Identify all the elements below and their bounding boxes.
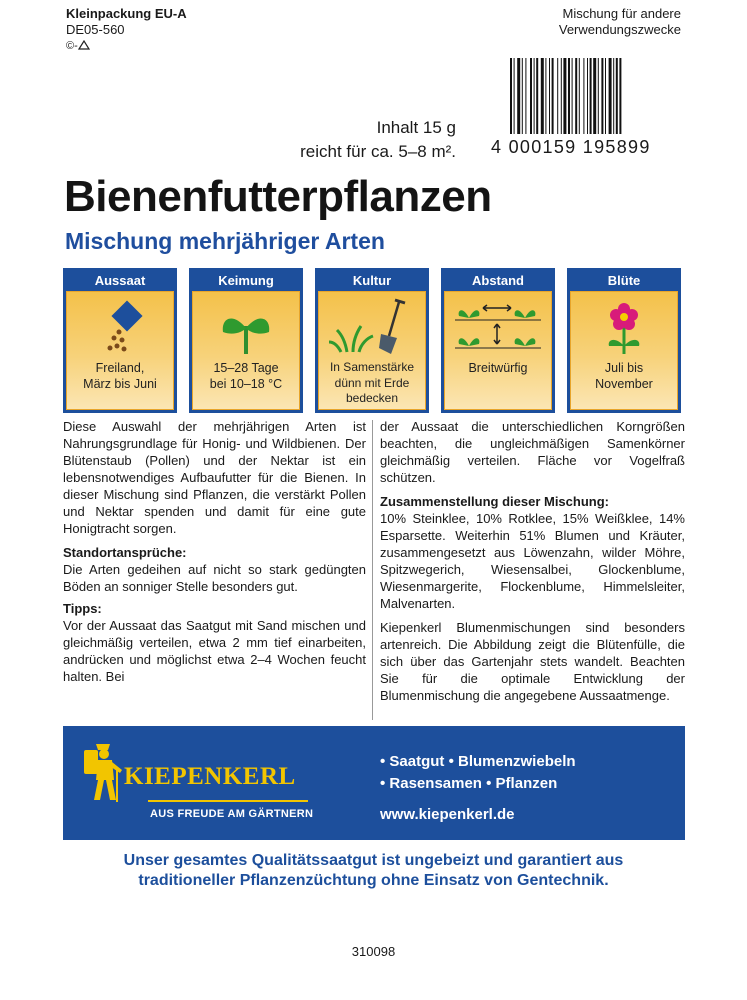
panel-body — [318, 291, 426, 410]
panel-kultur — [315, 268, 429, 413]
usage-note — [461, 6, 681, 38]
panel-text: In Samenstärke dünn mit Erde bedecken — [329, 360, 415, 405]
panel-aussaat — [63, 268, 177, 413]
panel-text: Juli bis November — [595, 361, 653, 391]
spacing-icon — [445, 296, 551, 358]
usage-line-2: Verwendungszwecke — [558, 22, 681, 37]
panel-text: Breitwürfig — [468, 361, 528, 375]
product-line-2: • Rasensamen • Pflanzen — [380, 775, 558, 792]
closing-paragraph: Kiepenkerl Blumenmischungen sind besonders artenreich. Die Abbildung zeigt die Blütenfülle, die sich über das Gartenjahr stets wandelt. Beachten Sie für die optimale Entwicklung der Blumenmischung die angegebene Aussaatmenge. — [380, 620, 685, 703]
content-weight: Inhalt 15 g — [376, 118, 456, 137]
barcode-number: 4 000159 195899 — [491, 137, 651, 157]
panel-label: Blüte — [607, 273, 641, 288]
panel-label: Aussaat — [94, 273, 146, 288]
package-code: DE05-560 — [66, 22, 125, 37]
kiepenkerl-figure-icon — [80, 740, 124, 804]
product-title: Bienenfutterpflanzen — [64, 172, 492, 221]
seed-bag-icon — [67, 296, 173, 358]
brand-underline — [148, 800, 308, 802]
panel-label: Kultur — [352, 273, 392, 288]
panel-text: Freiland, März bis Juni — [83, 361, 157, 391]
panel-body — [444, 291, 552, 410]
coverage-area: reicht für ca. 5–8 m². — [300, 142, 456, 161]
quality-note-line-1: Unser gesamtes Qualitätssaatgut ist ungebeizt und garantiert aus — [123, 852, 624, 869]
text-column-left — [63, 418, 366, 685]
panel-bluete — [567, 268, 681, 413]
brand-name: KIEPENKERL — [124, 763, 296, 790]
panel-keimung — [189, 268, 303, 413]
panel-abstand — [441, 268, 555, 413]
column-divider — [372, 420, 373, 720]
brand-slogan: AUS FREUDE AM GÄRTNERN — [150, 808, 314, 820]
tips-paragraph: Vor der Aussaat das Saatgut mit Sand mischen und gleichmäßig verteilen, etwa 2 mm tief einarbeiten, andrücken und möglichst etwa 2–4 Wochen feucht halten. Bei — [63, 618, 366, 684]
location-heading: Standortansprüche: — [63, 545, 187, 560]
mix-paragraph: 10% Steinklee, 10% Rotklee, 15% Weißklee, 14% Esparsette. Weiterhin 51% Blumen und Kräuter, zusammengesetzt aus Löwenzahn, wilder Möhre, Spitzwegerich, Wiesensalbei, Glockenblume, Wiesenmargerite, Flockenblume, Himmelsleiter, Malvenarten. — [380, 511, 685, 611]
panel-body — [192, 291, 300, 410]
flower-icon — [571, 296, 677, 358]
mix-heading: Zusammenstellung dieser Mischung: — [380, 494, 609, 509]
seedling-icon — [193, 296, 299, 358]
brand-website: www.kiepenkerl.de — [380, 806, 515, 823]
recycle-mark-icon — [78, 40, 90, 50]
tips-heading: Tipps: — [63, 601, 102, 616]
panel-body — [66, 291, 174, 410]
panel-label: Keimung — [218, 273, 274, 288]
barcode-icon — [508, 58, 680, 142]
package-type-label: Kleinpackung EU-A — [66, 6, 187, 21]
symbol-text: ©- — [66, 40, 78, 52]
package-symbol — [66, 40, 90, 52]
tips-continued-paragraph: der Aussaat die unterschiedlichen Korngrößen beachten, die ungleichmäßigen Samenkörner gleichmäßig verteilen. Fläche vor Vogelfraß schützen. — [380, 419, 685, 485]
product-line-1: • Saatgut • Blumenzwiebeln — [380, 753, 576, 770]
usage-line-1: Mischung für andere — [562, 6, 681, 21]
location-paragraph: Die Arten gedeihen auf nicht so stark gedüngten Böden an sonniger Stelle besonders gut. — [63, 562, 366, 594]
panel-body — [570, 291, 678, 410]
quality-note-line-2: traditioneller Pflanzenzüchtung ohne Einsatz von Gentechnik. — [138, 872, 609, 889]
panel-text: 15–28 Tage bei 10–18 °C — [209, 361, 283, 391]
item-number: 310098 — [351, 944, 396, 959]
panel-label: Abstand — [472, 273, 524, 288]
text-column-right — [380, 418, 685, 704]
intro-paragraph: Diese Auswahl der mehrjährigen Arten ist Nahrungsgrundlage für Honig- und Wildbienen. Der Blütenstaub (Pollen) und der Nektar ist ein lebensnotwendiges Aufbaufutter für die Bienen. In dieser Mischung sind Pflanzen, die verstärkt Pollen und Nektar spenden und damit für eine gute Honigtracht sorgen. — [63, 419, 366, 536]
spade-icon — [319, 296, 425, 358]
product-subtitle: Mischung mehrjähriger Arten — [65, 228, 385, 254]
